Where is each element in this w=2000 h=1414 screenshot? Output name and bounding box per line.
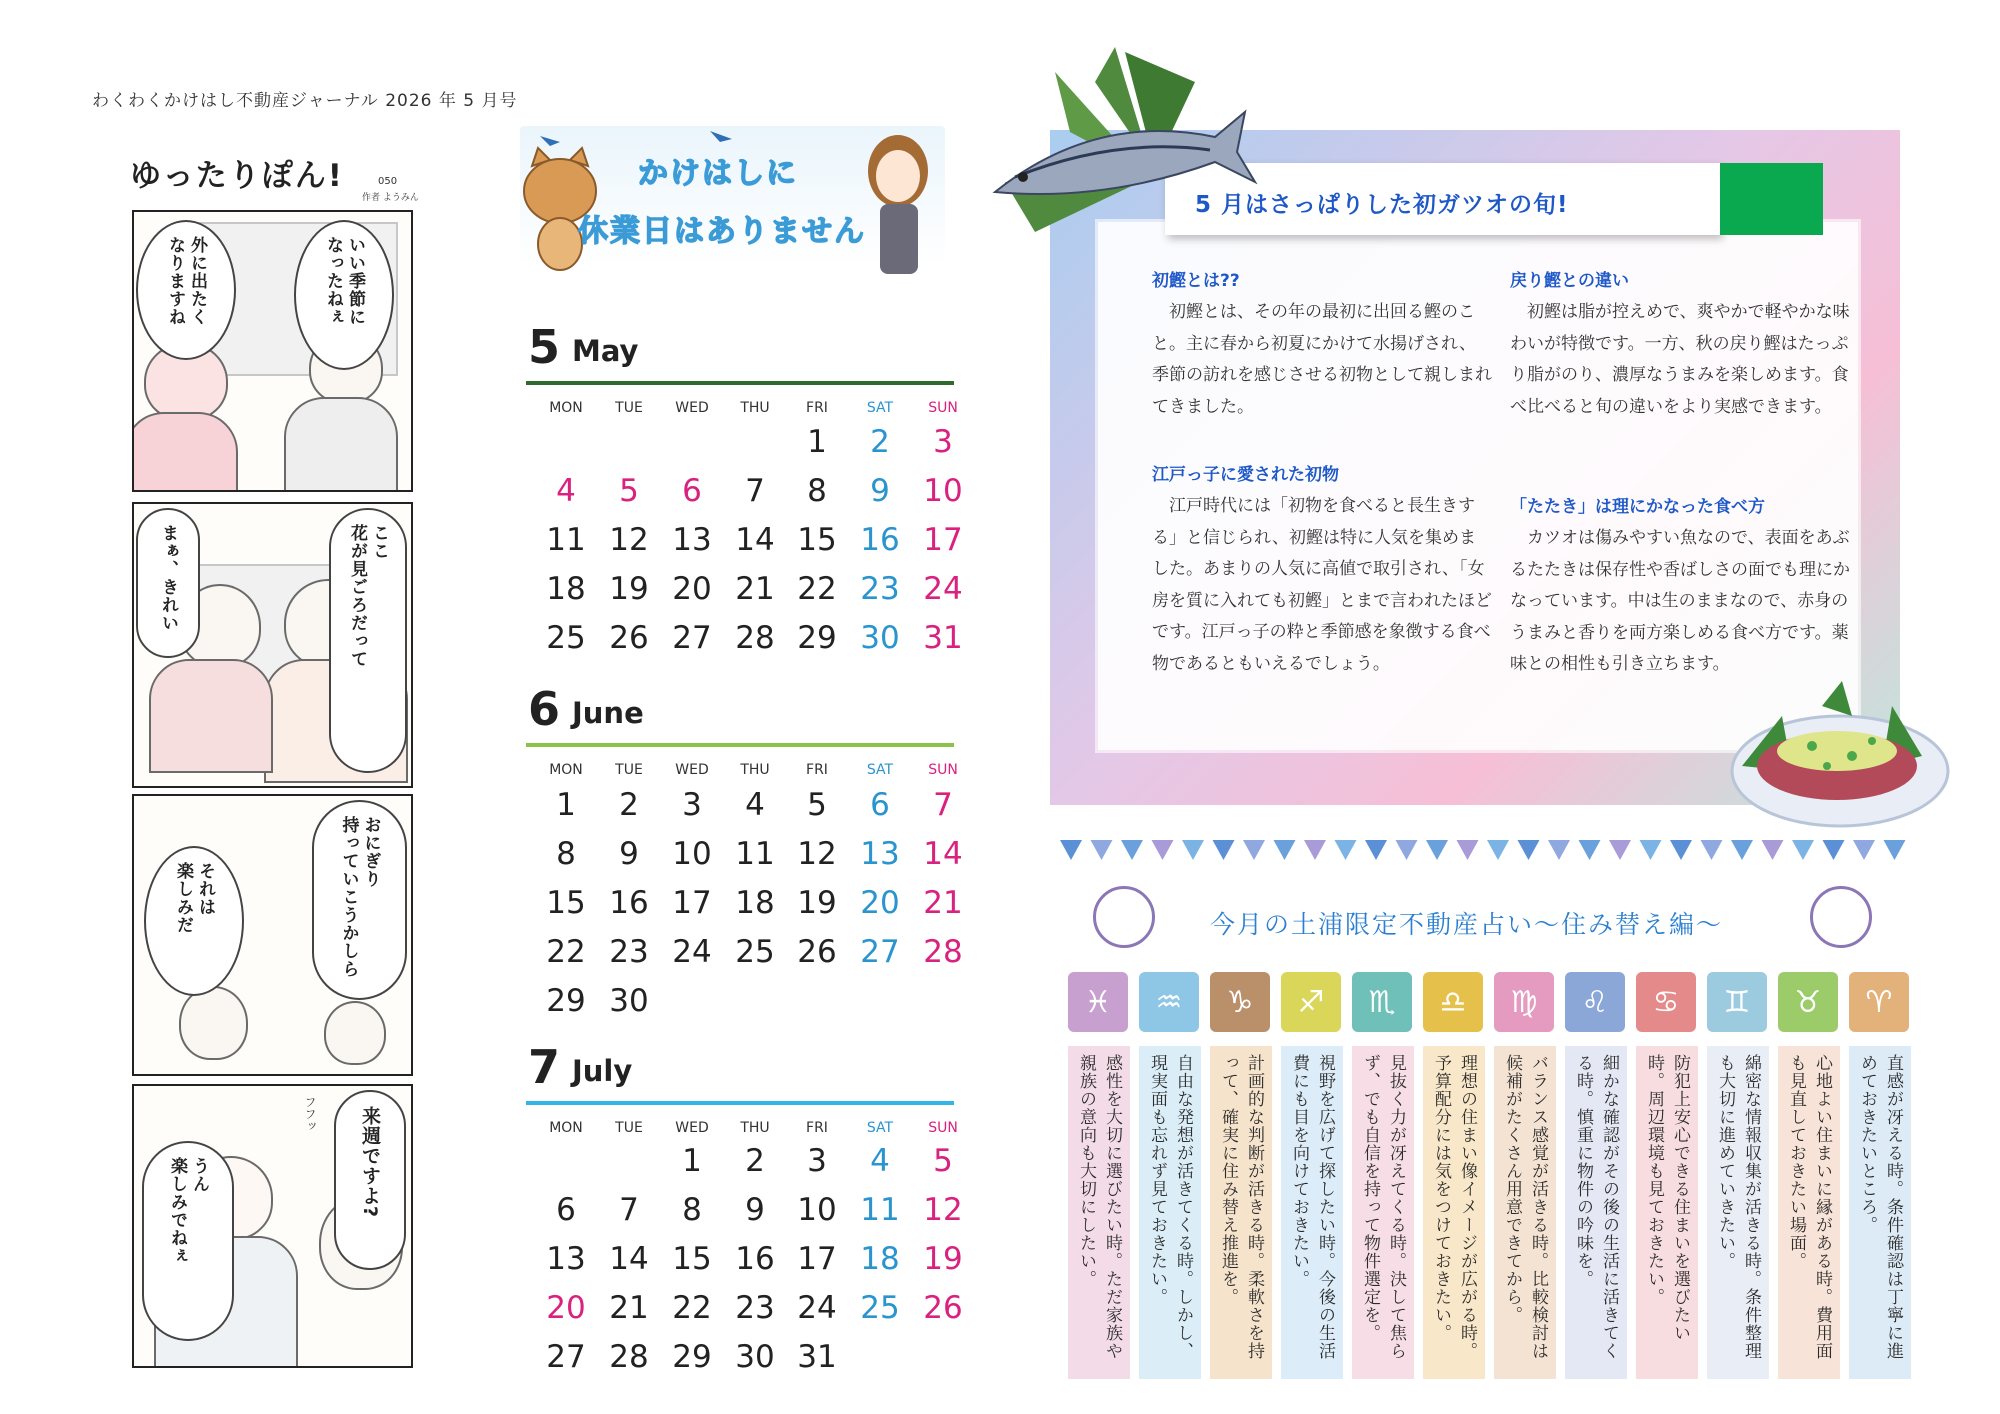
calendar-day: 23	[609, 934, 649, 970]
calendar-day: 31	[797, 1339, 837, 1375]
triangle-mark	[1548, 840, 1570, 860]
fortune-text-box	[1139, 1046, 1201, 1379]
calendar-day: 1	[556, 787, 576, 823]
bonito-illustration	[975, 42, 1265, 262]
scorpio-icon: ♏	[1352, 972, 1412, 1032]
fortune-text: 理想の住まい像イメージが広がる時。予算配分には気をつけておきたい。	[1431, 1054, 1477, 1360]
fortune-text: バランス感覚が活きる時。比較検討は候補がたくさん用意できてから。	[1502, 1054, 1548, 1360]
triangle-mark	[1792, 840, 1814, 860]
calendar-day: 28	[609, 1339, 649, 1375]
taurus-icon: ♉	[1778, 972, 1838, 1032]
fortune-text-box	[1423, 1046, 1485, 1379]
triangle-mark	[1609, 840, 1631, 860]
calendar-day: 7	[933, 787, 953, 823]
calendar-day: 1	[807, 424, 827, 460]
triangle-mark	[1853, 840, 1875, 860]
triangle-mark	[1457, 840, 1479, 860]
calendar-day: 10	[672, 836, 712, 872]
calendar-day: 14	[735, 522, 775, 558]
calendar-day: 16	[735, 1241, 775, 1277]
weekday-label: FRI	[806, 762, 828, 778]
zodiac-column	[1494, 972, 1556, 1379]
calendar-day: 30	[609, 983, 649, 1019]
fortune-text: 計画的な判断が活きる時。柔軟さを持って、確実に住み替え推進を。	[1218, 1054, 1264, 1360]
triangle-divider	[1060, 838, 1920, 864]
weekday-label: SUN	[928, 400, 958, 416]
calendar-day: 13	[672, 522, 712, 558]
zodiac-column	[1423, 972, 1485, 1379]
manga-panel-4	[132, 1084, 413, 1368]
triangle-mark	[1213, 840, 1235, 860]
month-name: June	[572, 696, 644, 730]
libra-icon: ♎	[1423, 972, 1483, 1032]
calendar-day: 22	[797, 571, 837, 607]
weekday-label: WED	[675, 400, 709, 416]
calendar-day: 20	[546, 1290, 586, 1326]
banner-line2: 休業日はありません	[578, 214, 866, 249]
speech-bubble: それは 楽しみだ	[144, 846, 244, 996]
fortune-text: 自由な発想が活きてくる時。しかし、現実面も忘れず見ておきたい。	[1147, 1054, 1193, 1360]
calendar-day: 3	[933, 424, 953, 460]
calendar-day: 21	[735, 571, 775, 607]
calendar-day: 13	[860, 836, 900, 872]
leo-icon: ♌	[1565, 972, 1625, 1032]
aries-icon: ♈	[1849, 972, 1909, 1032]
sagittarius-icon: ♐	[1281, 972, 1341, 1032]
calendar-day: 26	[797, 934, 837, 970]
month-number: 6	[528, 682, 561, 736]
calendar-day: 7	[619, 1192, 639, 1228]
triangle-mark	[1518, 840, 1540, 860]
fortune-text-box	[1707, 1046, 1769, 1379]
calendar-day: 11	[546, 522, 586, 558]
triangle-mark	[1487, 840, 1509, 860]
cancer-icon: ♋	[1636, 972, 1696, 1032]
aquarius-icon: ♒	[1139, 972, 1199, 1032]
zodiac-column	[1778, 972, 1840, 1379]
calendar-day: 5	[933, 1143, 953, 1179]
calendar-day: 11	[735, 836, 775, 872]
calendar-day: 9	[745, 1192, 765, 1228]
triangle-mark	[1243, 840, 1265, 860]
calendar-day: 29	[797, 620, 837, 656]
calendar-day: 9	[619, 836, 639, 872]
speech-bubble: まぁ、きれい	[136, 508, 200, 658]
banner-line1: かけはしに	[638, 156, 798, 191]
calendar-day: 18	[735, 885, 775, 921]
calendar-day: 4	[745, 787, 765, 823]
fortune-text-box	[1636, 1046, 1698, 1379]
speech-bubble: 外に出たく なりますね	[136, 220, 236, 360]
section-body: 初鰹とは、その年の最初に出回る鰹のこと。主に春から初夏にかけて水揚げされ、季節の訪れを感じさせる初物として親しまれてきました。	[1152, 302, 1492, 417]
zodiac-column	[1352, 972, 1414, 1379]
tataki-plate-illustration	[1722, 676, 1952, 836]
manga-panel-1	[132, 210, 413, 492]
section-tataki	[1510, 492, 1850, 681]
calendar-day: 16	[860, 522, 900, 558]
calendar-day: 2	[870, 424, 890, 460]
calendar-day: 30	[735, 1339, 775, 1375]
fortune-text-box	[1849, 1046, 1911, 1379]
section-edokko	[1152, 460, 1492, 680]
calendar-day: 25	[860, 1290, 900, 1326]
calendar-day: 14	[923, 836, 963, 872]
calendar-day: 11	[860, 1192, 900, 1228]
sound-effect: フフッ	[303, 1096, 317, 1132]
calendar-day: 3	[682, 787, 702, 823]
article-title: 5 月はさっぱりした初ガツオの旬!	[1195, 192, 1569, 218]
calendar-day: 28	[923, 934, 963, 970]
month-rule	[526, 1101, 954, 1105]
triangle-mark	[1152, 840, 1174, 860]
article-title-accent	[1720, 163, 1823, 235]
weekday-label: FRI	[806, 400, 828, 416]
triangle-mark	[1304, 840, 1326, 860]
journal-header: わくわくかけはし不動産ジャーナル 2026 年 5 月号	[92, 91, 518, 111]
calendar-day: 3	[807, 1143, 827, 1179]
triangle-mark	[1579, 840, 1601, 860]
calendar-day: 21	[609, 1290, 649, 1326]
no-holiday-banner	[520, 126, 945, 286]
manga-number: 050	[378, 176, 398, 187]
virgo-icon: ♍	[1494, 972, 1554, 1032]
calendar-day: 29	[546, 983, 586, 1019]
section-heading: 戻り鰹との違い	[1510, 271, 1629, 291]
zodiac-column	[1636, 972, 1698, 1379]
section-modori-gatsuo	[1510, 266, 1850, 423]
weekday-label: TUE	[615, 762, 643, 778]
calendar-day: 20	[672, 571, 712, 607]
pisces-icon: ♓	[1068, 972, 1128, 1032]
calendar-day: 27	[546, 1339, 586, 1375]
fortune-text-box	[1565, 1046, 1627, 1379]
calendar-day: 15	[546, 885, 586, 921]
triangle-mark	[1884, 840, 1906, 860]
weekday-label: MON	[549, 1120, 583, 1136]
capricorn-icon: ♑	[1210, 972, 1270, 1032]
calendar-day: 24	[672, 934, 712, 970]
calendar-day: 6	[870, 787, 890, 823]
triangle-mark	[1701, 840, 1723, 860]
calendar-day: 15	[672, 1241, 712, 1277]
fortune-text: 直感が冴える時。条件確認は丁寧に進めておきたいところ。	[1857, 1054, 1903, 1360]
month-number: 7	[528, 1040, 561, 1094]
calendar-day: 21	[923, 885, 963, 921]
calendar-day: 30	[860, 620, 900, 656]
fortune-text-box	[1352, 1046, 1414, 1379]
weekday-label: MON	[549, 762, 583, 778]
weekday-label: SUN	[928, 762, 958, 778]
triangle-mark	[1274, 840, 1296, 860]
calendar-day: 22	[546, 934, 586, 970]
weekday-label: SAT	[866, 762, 894, 778]
weekday-label: FRI	[806, 1120, 828, 1136]
calendar-day: 24	[797, 1290, 837, 1326]
zodiac-wheel-icon	[1093, 886, 1155, 948]
calendar-day: 12	[609, 522, 649, 558]
calendar-day: 18	[546, 571, 586, 607]
triangle-mark	[1640, 840, 1662, 860]
month-number: 5	[528, 320, 561, 374]
triangle-mark	[1396, 840, 1418, 860]
calendar-day: 9	[870, 473, 890, 509]
calendar-day: 6	[682, 473, 702, 509]
weekday-label: TUE	[615, 400, 643, 416]
weekday-label: SAT	[866, 1120, 894, 1136]
weekday-label: WED	[675, 1120, 709, 1136]
speech-bubble: いい季節に なったねぇ	[294, 220, 394, 370]
triangle-mark	[1335, 840, 1357, 860]
triangle-mark	[1365, 840, 1387, 860]
calendar-day: 12	[923, 1192, 963, 1228]
calendar-day: 10	[797, 1192, 837, 1228]
section-heading: 「たたき」は理にかなった食べ方	[1510, 497, 1765, 517]
zodiac-column	[1281, 972, 1343, 1379]
zodiac-column	[1565, 972, 1627, 1379]
calendar-day: 5	[807, 787, 827, 823]
calendar-day: 16	[609, 885, 649, 921]
calendar-day: 29	[672, 1339, 712, 1375]
zodiac-column	[1068, 972, 1130, 1379]
manga-title: ゆったりぽん!	[130, 158, 344, 194]
calendar-day: 7	[745, 473, 765, 509]
triangle-mark	[1121, 840, 1143, 860]
calendar-day: 20	[860, 885, 900, 921]
calendar-day: 27	[860, 934, 900, 970]
triangle-mark	[1731, 840, 1753, 860]
calendar-day: 25	[735, 934, 775, 970]
fortune-text: 心地よい住まいに縁がある時。費用面も見直しておきたい場面。	[1786, 1054, 1832, 1360]
zodiac-column	[1210, 972, 1272, 1379]
triangle-mark	[1060, 840, 1082, 860]
calendar-day: 4	[556, 473, 576, 509]
fortune-text: 感性を大切に選びたい時。ただ家族や親族の意向も大切にしたい。	[1076, 1054, 1122, 1360]
calendar-day: 6	[556, 1192, 576, 1228]
fortune-text: 視野を広げて探したい時。今後の生活費にも目を向けておきたい。	[1289, 1054, 1335, 1360]
fortune-text-box	[1281, 1046, 1343, 1379]
calendar-day: 8	[682, 1192, 702, 1228]
calendar-day: 22	[672, 1290, 712, 1326]
weekday-label: THU	[740, 400, 770, 416]
triangle-mark	[1426, 840, 1448, 860]
month-name: May	[572, 334, 639, 368]
month-rule	[526, 381, 954, 385]
calendar-day: 17	[797, 1241, 837, 1277]
weekday-label: THU	[740, 1120, 770, 1136]
calendar-day: 26	[923, 1290, 963, 1326]
speech-bubble: 来週ですよ?	[334, 1090, 406, 1270]
calendar-day: 19	[923, 1241, 963, 1277]
weekday-label: MON	[549, 400, 583, 416]
triangle-mark	[1091, 840, 1113, 860]
calendar-day: 17	[672, 885, 712, 921]
calendar-day: 25	[546, 620, 586, 656]
section-body: カツオは傷みやすい魚なので、表面をあぶるたたきは保存性や香ばしさの面でも理にかなっています。中は生のままなので、赤身のうまみと香りを両方楽しめる食べ方です。薬味との相性も引き立ちます。	[1510, 528, 1850, 674]
speech-bubble: ここ 花が見ごろだって	[329, 508, 407, 773]
calendar-day: 8	[556, 836, 576, 872]
calendar-day: 10	[923, 473, 963, 509]
manga-author: 作者 ようみん	[362, 193, 419, 203]
calendar-day: 5	[619, 473, 639, 509]
calendar-day: 31	[923, 620, 963, 656]
manga-panel-2	[132, 502, 413, 788]
zodiac-wheel-icon	[1810, 886, 1872, 948]
calendar-day: 13	[546, 1241, 586, 1277]
month-rule	[526, 743, 954, 747]
weekday-label: THU	[740, 762, 770, 778]
calendar-day: 8	[807, 473, 827, 509]
section-body: 江戸時代には「初物を食べると長生きする」と信じられ、初鰹は特に人気を集めました。あまりの人気に高値で取引され、「女房を質に入れても初鰹」とまで言われたほどです。江戸っ子の粋と季節感を象徴する食べ物であるともいえるでしょう。	[1152, 496, 1492, 674]
section-body: 初鰹は脂が控えめで、爽やかで軽やかな味わいが特徴です。一方、秋の戻り鰹はたっぷり脂がのり、濃厚なうまみを楽しめます。食べ比べると旬の違いをより実感できます。	[1510, 302, 1850, 417]
zodiac-column	[1139, 972, 1201, 1379]
fortune-text-box	[1068, 1046, 1130, 1379]
calendar-day: 27	[672, 620, 712, 656]
calendar-day: 23	[860, 571, 900, 607]
calendar-day: 4	[870, 1143, 890, 1179]
zodiac-column	[1707, 972, 1769, 1379]
fortune-text: 見抜く力が冴えてくる時。決して焦らず、でも自信を持って物件選定を。	[1360, 1054, 1406, 1360]
zodiac-column	[1849, 972, 1911, 1379]
weekday-label: SAT	[866, 400, 894, 416]
section-heading: 江戸っ子に愛された初物	[1152, 465, 1339, 485]
fortune-text: 綿密な情報収集が活きる時。条件整理も大切に進めていきたい。	[1715, 1054, 1761, 1360]
fortune-text: 防犯上安心できる住まいを選びたい時。周辺環境も見ておきたい。	[1644, 1054, 1690, 1342]
calendar-day: 23	[735, 1290, 775, 1326]
triangle-mark	[1182, 840, 1204, 860]
calendar-day: 19	[797, 885, 837, 921]
fortune-text-box	[1210, 1046, 1272, 1379]
section-hatsu-gatsuo	[1152, 266, 1492, 423]
weekday-label: WED	[675, 762, 709, 778]
calendar-day: 26	[609, 620, 649, 656]
calendar-day: 28	[735, 620, 775, 656]
speech-bubble: うん 楽しみでねぇ	[142, 1141, 234, 1341]
month-name: July	[572, 1054, 633, 1088]
fortune-text-box	[1494, 1046, 1556, 1379]
calendar-day: 15	[797, 522, 837, 558]
calendar-day: 2	[745, 1143, 765, 1179]
calendar-day: 18	[860, 1241, 900, 1277]
fortune-title: 今月の土浦限定不動産占い〜住み替え編〜	[1210, 910, 1724, 939]
speech-bubble: おにぎり 持っていこうかしら	[312, 800, 407, 1000]
calendar-day: 24	[923, 571, 963, 607]
gemini-icon: ♊	[1707, 972, 1767, 1032]
calendar-day: 2	[619, 787, 639, 823]
weekday-label: SUN	[928, 1120, 958, 1136]
calendar-day: 1	[682, 1143, 702, 1179]
triangle-mark	[1762, 840, 1784, 860]
section-heading: 初鰹とは??	[1152, 271, 1240, 291]
triangle-mark	[1670, 840, 1692, 860]
calendar-day: 14	[609, 1241, 649, 1277]
calendar-day: 17	[923, 522, 963, 558]
fortune-text: 細かな確認がその後の生活に活きてくる時。慎重に物件の吟味を。	[1573, 1054, 1619, 1360]
calendar-day: 19	[609, 571, 649, 607]
triangle-mark	[1823, 840, 1845, 860]
fortune-text-box	[1778, 1046, 1840, 1379]
weekday-label: TUE	[615, 1120, 643, 1136]
manga-panel-3	[132, 794, 413, 1076]
calendar-day: 12	[797, 836, 837, 872]
